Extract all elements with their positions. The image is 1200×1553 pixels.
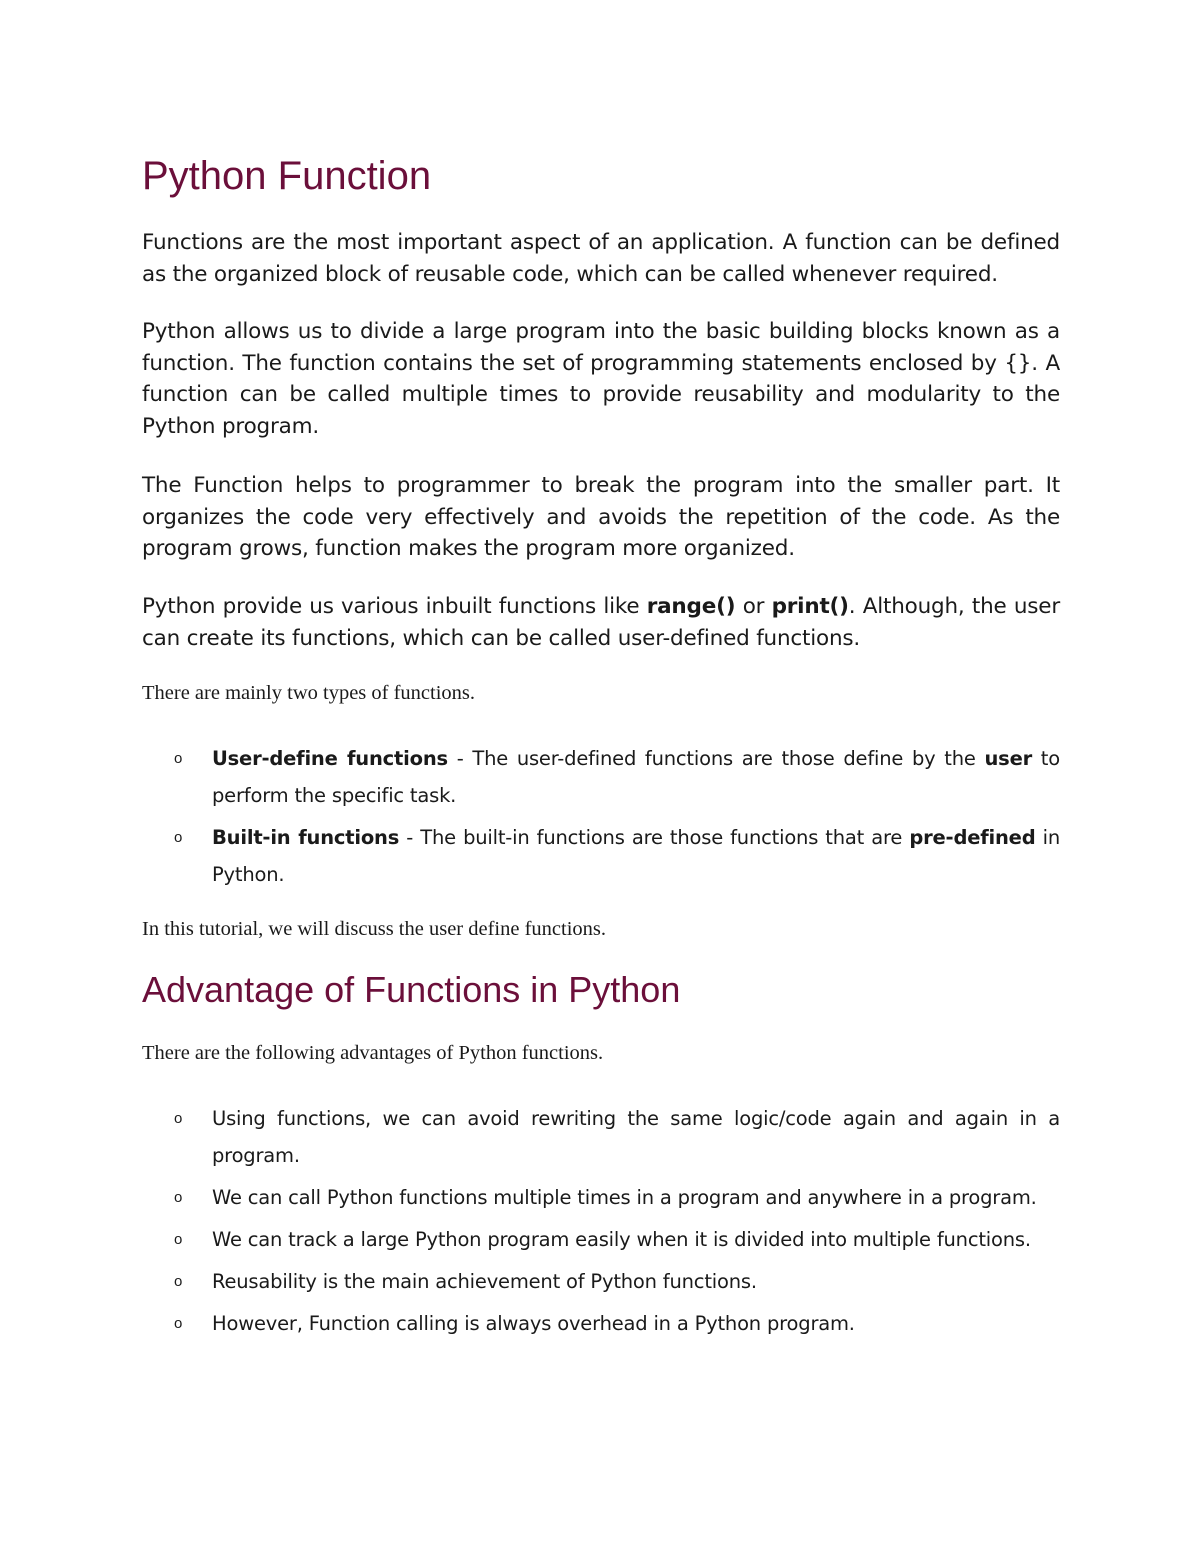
list-item [142, 1263, 1060, 1300]
tutorial-note: In this tutorial, we will discuss the user define functions. [142, 918, 607, 940]
range-function-name: range() [646, 594, 736, 619]
page-title: Python Function [142, 154, 432, 198]
list-item [142, 1305, 1060, 1342]
advantage-text: We can call Python functions multiple times in a program and anywhere in a program. [212, 1186, 1037, 1209]
bullet-icon: o [174, 1189, 183, 1206]
type-text-a: - The built-in functions are those functions that are [399, 826, 910, 849]
inbuilt-text-or: or [735, 594, 772, 619]
bullet-icon: o [174, 1231, 183, 1248]
type-text-a: - The user-defined functions are those define by the [447, 747, 985, 770]
intro-paragraph-2: Python allows us to divide a large program into the basic building blocks known as a function. The function contains the set of programming statements enclosed by {}. A function can be called multiple times to provide reusability and modularity to the Python program. [142, 319, 1060, 439]
advantages-intro: There are the following advantages of Python functions. [142, 1042, 604, 1064]
print-function-name: print() [771, 594, 849, 619]
types-intro: There are mainly two types of functions. [142, 682, 476, 704]
inbuilt-paragraph [142, 591, 1060, 654]
type-bold: user [984, 747, 1033, 770]
bullet-icon: o [174, 1273, 183, 1290]
intro-paragraph-1: Functions are the most important aspect of an application. A function can be defined as the organized block of reusable code, which can be called whenever required. [142, 230, 1060, 287]
inbuilt-text-after: . Although, the user can create its functions, which can be called user-defined functions. [142, 594, 1060, 651]
bullet-icon: o [174, 1315, 183, 1332]
function-types-list [142, 740, 1060, 898]
intro-paragraph-3: The Function helps to programmer to break the program into the smaller part. It organizes the code very effectively and avoids the repetition of the code. As the program grows, function makes the program more organized. [142, 473, 1060, 561]
bullet-icon: o [174, 829, 183, 846]
advantage-text: However, Function calling is always overhead in a Python program. [212, 1312, 855, 1335]
type-text-b: to perform the specific task. [212, 747, 1060, 807]
list-item [142, 1100, 1060, 1174]
type-term: Built-in functions [212, 826, 400, 849]
type-text-b: in Python. [212, 826, 1060, 886]
advantages-list [142, 1100, 1060, 1347]
type-term: User-define functions [212, 747, 448, 770]
bullet-icon: o [174, 750, 183, 767]
inbuilt-text-before: Python provide us various inbuilt functions like [142, 594, 647, 619]
advantage-text: Reusability is the main achievement of Python functions. [212, 1270, 757, 1293]
section-title-advantages: Advantage of Functions in Python [142, 969, 681, 1010]
list-item [142, 1221, 1060, 1258]
advantage-text: Using functions, we can avoid rewriting the same logic/code again and again in a program. [212, 1107, 1060, 1167]
type-bold: pre-defined [909, 826, 1036, 849]
advantage-text: We can track a large Python program easily when it is divided into multiple functions. [212, 1228, 1031, 1251]
list-item [142, 819, 1060, 893]
bullet-icon: o [174, 1110, 183, 1127]
list-item [142, 1179, 1060, 1216]
list-item [142, 740, 1060, 814]
